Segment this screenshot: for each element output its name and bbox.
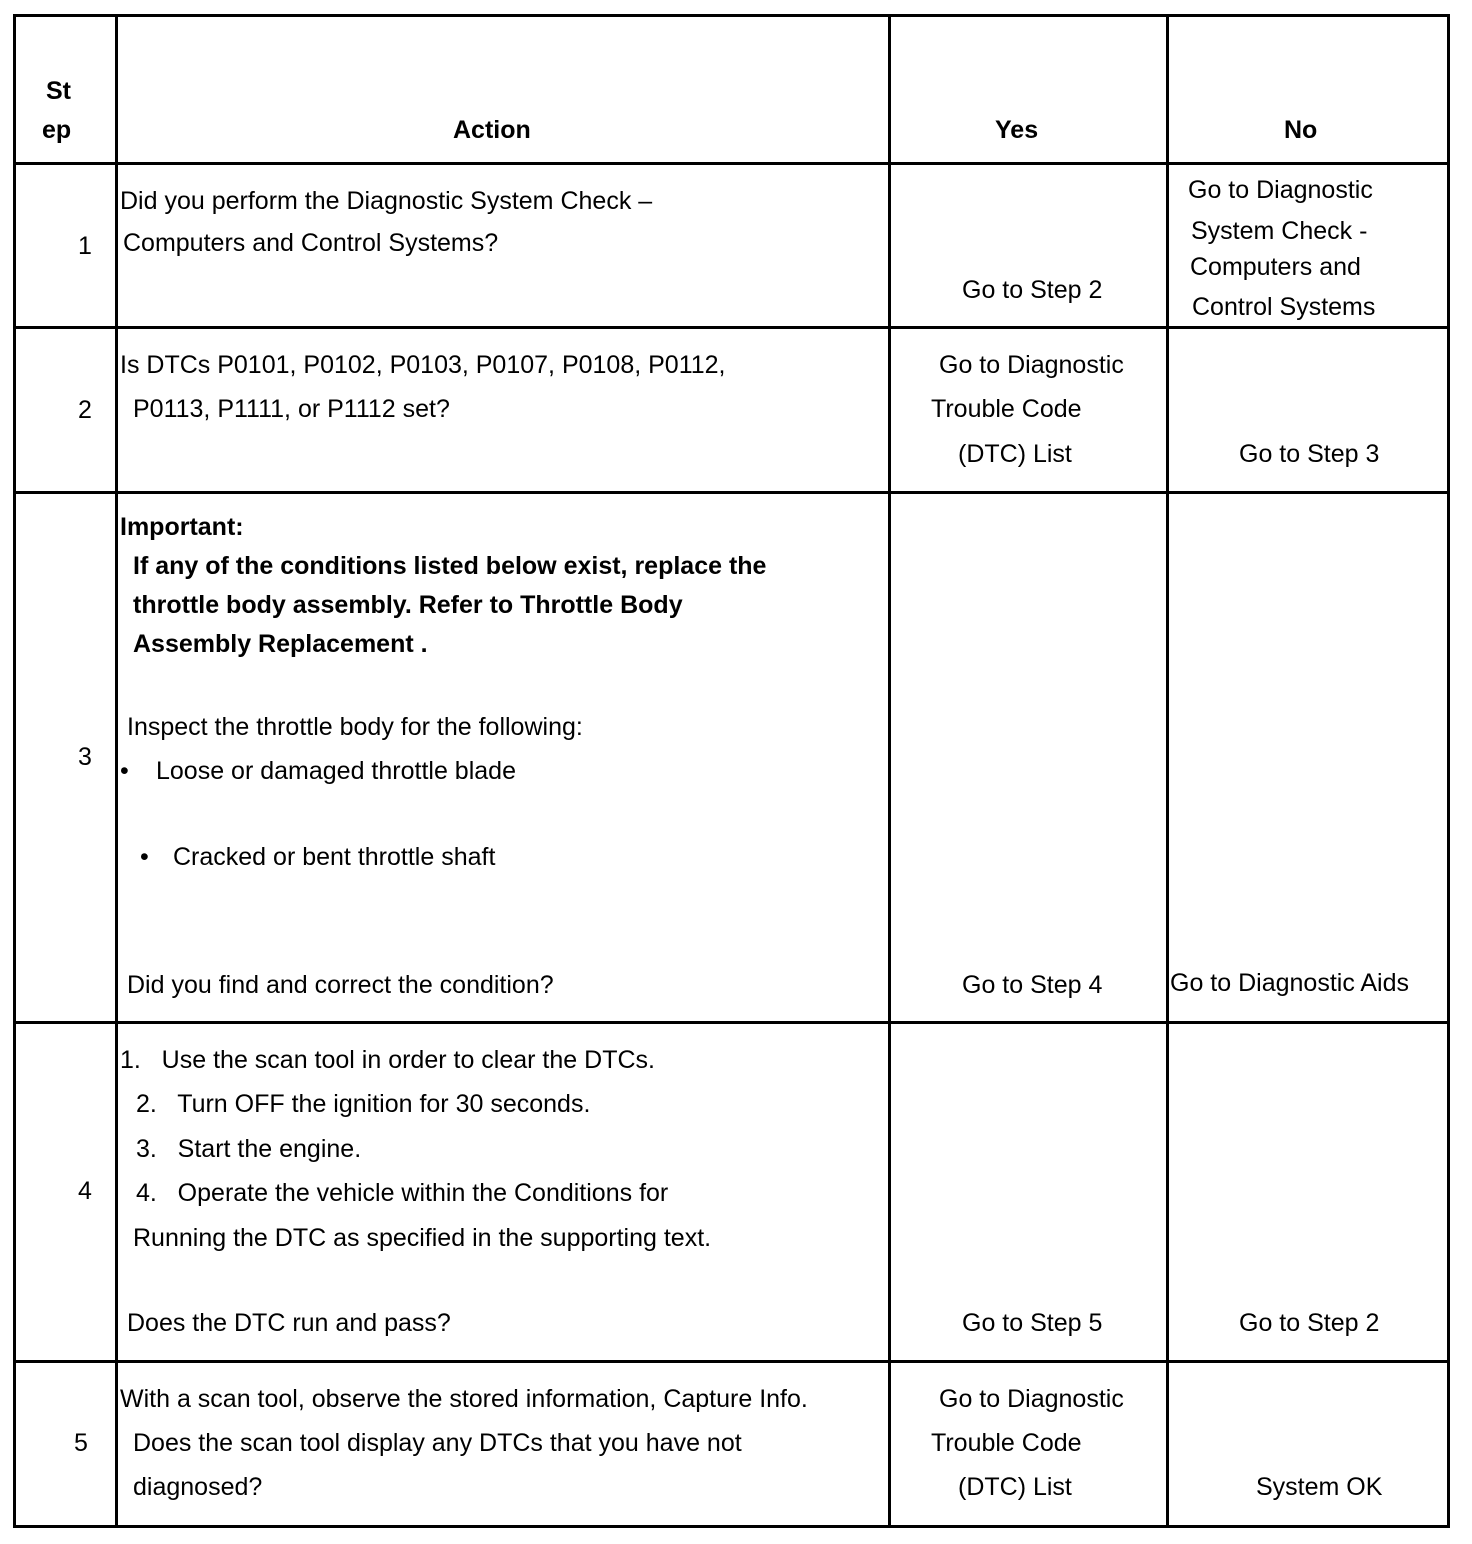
row-divider: [13, 1021, 1450, 1024]
column-divider: [888, 15, 891, 1528]
no-link[interactable]: Control Systems: [1192, 293, 1376, 321]
yes-link[interactable]: Go to Diagnostic: [939, 1385, 1124, 1413]
no-link[interactable]: System Check -: [1191, 217, 1368, 245]
no-link[interactable]: Go to Step 2: [1239, 1309, 1380, 1337]
header-step: ep: [42, 116, 72, 144]
action-text: Does the scan tool display any DTCs that you have not: [133, 1429, 742, 1457]
bullet-text: Loose or damaged throttle blade: [156, 757, 516, 785]
table-border: [1447, 15, 1450, 1528]
no-link[interactable]: Go to Diagnostic: [1188, 176, 1373, 204]
bullet-icon: •: [140, 843, 149, 871]
action-text: Running the DTC as specified in the supporting text.: [133, 1224, 712, 1252]
header-yes: Yes: [995, 116, 1039, 144]
no-link[interactable]: Computers and: [1190, 253, 1361, 281]
table-border: [13, 14, 1450, 17]
header-step: St: [46, 77, 71, 105]
yes-link[interactable]: Go to Step 4: [962, 971, 1103, 999]
column-divider: [1166, 15, 1169, 1528]
action-text: Inspect the throttle body for the following:: [127, 713, 583, 741]
header-action: Action: [453, 116, 531, 144]
action-text: P0113, P1111, or P1112 set?: [133, 395, 450, 423]
no-link[interactable]: Go to Diagnostic Aids: [1170, 969, 1410, 997]
yes-link[interactable]: Trouble Code: [931, 1429, 1082, 1457]
step-number: 1: [78, 232, 92, 260]
table-border: [13, 1525, 1450, 1528]
step-number: 4: [78, 1177, 92, 1205]
yes-link[interactable]: (DTC) List: [958, 1473, 1072, 1501]
yes-link[interactable]: Trouble Code: [931, 395, 1082, 423]
action-text: Computers and Control Systems?: [123, 229, 499, 257]
column-divider: [115, 15, 118, 1528]
step-number: 2: [78, 396, 92, 424]
bullet-icon: •: [120, 757, 129, 785]
important-label: Important:: [120, 513, 244, 541]
action-question: Does the DTC run and pass?: [127, 1309, 451, 1337]
important-text: If any of the conditions listed below exist, replace the: [133, 552, 767, 580]
yes-link[interactable]: Go to Diagnostic: [939, 351, 1124, 379]
row-divider: [13, 491, 1450, 494]
bullet-text: Cracked or bent throttle shaft: [173, 843, 496, 871]
row-divider: [13, 162, 1450, 165]
no-link[interactable]: Go to Step 3: [1239, 440, 1380, 468]
yes-link[interactable]: (DTC) List: [958, 440, 1072, 468]
action-text: Is DTCs P0101, P0102, P0103, P0107, P0108, P0112,: [120, 351, 726, 379]
row-divider: [13, 326, 1450, 329]
yes-link[interactable]: Go to Step 2: [962, 276, 1103, 304]
important-text: Assembly Replacement .: [133, 630, 428, 658]
no-text: System OK: [1256, 1473, 1383, 1501]
yes-link[interactable]: Go to Step 5: [962, 1309, 1103, 1337]
action-text: 3. Start the engine.: [136, 1135, 362, 1163]
action-text: With a scan tool, observe the stored information, Capture Info.: [120, 1385, 808, 1413]
action-text: diagnosed?: [133, 1473, 263, 1501]
step-number: 3: [78, 743, 92, 771]
step-number: 5: [74, 1429, 88, 1457]
action-text: 2. Turn OFF the ignition for 30 seconds.: [136, 1090, 591, 1118]
header-no: No: [1284, 116, 1318, 144]
action-text: Did you perform the Diagnostic System Check –: [120, 187, 653, 215]
action-question: Did you find and correct the condition?: [127, 971, 554, 999]
action-text: 4. Operate the vehicle within the Conditions for: [136, 1179, 669, 1207]
important-text: throttle body assembly. Refer to Throttle Body: [133, 591, 683, 619]
table-border: [13, 15, 16, 1528]
row-divider: [13, 1360, 1450, 1363]
action-text: 1. Use the scan tool in order to clear the DTCs.: [120, 1046, 655, 1074]
